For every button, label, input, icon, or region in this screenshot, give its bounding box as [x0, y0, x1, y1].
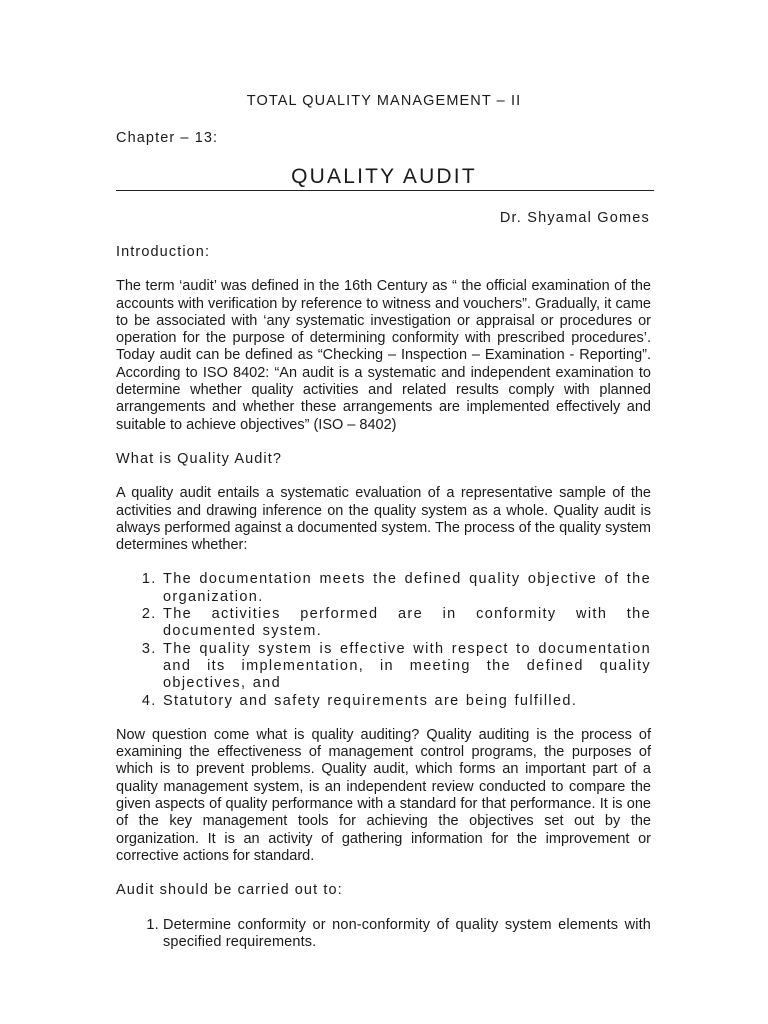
list-item: 4. Statutory and safety requirements are being fulfilled. [163, 693, 651, 710]
carried-out-heading: Audit should be carried out to: [116, 882, 343, 899]
list-item: 1. The documentation meets the defined quality objective of the organization. [163, 571, 651, 606]
list-item: 3. The quality system is effective with respect to documentation and its implementation, in meeting the defined quality objectives, and [163, 641, 651, 693]
quality-auditing-paragraph: Now question come what is quality auditing? Quality auditing is the process of examining the effectiveness of management control programs, the purposes of which is to prevent problems. Quality audit, which forms an important part of a quality management system, is an independent review conducted to compare the given aspects of quality performance with a standard for that performance. It is one of the key management tools for achieving the objectives set out by the organization. It is an activity of gathering information for the improvement or corrective actions for standard. [116, 726, 651, 864]
introduction-paragraph: The term ‘audit’ was defined in the 16th Century as “ the official examination of the accounts with verification by reference to witness and vouchers”. Gradually, it came to be associated with ‘any systematic investigation or appraisal or procedures or operation for the purpose of determining conformity with prescribed procedures’. Today audit can be defined as “Checking – Inspection – Examination - Reporting”. According to ISO 8402: “An audit is a systematic and independent examination to determine whether quality activities and related results comply with planned arrangements and whether these arrangements are implemented effectively and suitable to achieve objectives” (ISO – 8402) [116, 278, 651, 433]
document-body [116, 244, 651, 968]
list-item: 2. The activities performed are in conformity with the documented system. [163, 606, 651, 641]
what-is-quality-audit-heading: What is Quality Audit? [116, 450, 283, 467]
list-item: 1. Determine conformity or non-conformity of quality system elements with specified requirements. [163, 917, 651, 952]
title-divider [116, 190, 654, 191]
author-name: Dr. Shyamal Gomes [499, 210, 650, 226]
carried-out-list [116, 917, 651, 952]
chapter-label: Chapter – 13: [116, 130, 219, 146]
running-header: TOTAL QUALITY MANAGEMENT – II [246, 93, 522, 109]
introduction-heading: Introduction: [116, 244, 211, 260]
determines-list [116, 571, 651, 709]
what-is-quality-audit-paragraph: A quality audit entails a systematic evaluation of a representative sample of the activities and drawing inference on the quality system as a whole. Quality audit is always performed against a documented system. The process of the quality system determines whether: [116, 485, 651, 554]
page-title: QUALITY AUDIT [291, 165, 477, 188]
